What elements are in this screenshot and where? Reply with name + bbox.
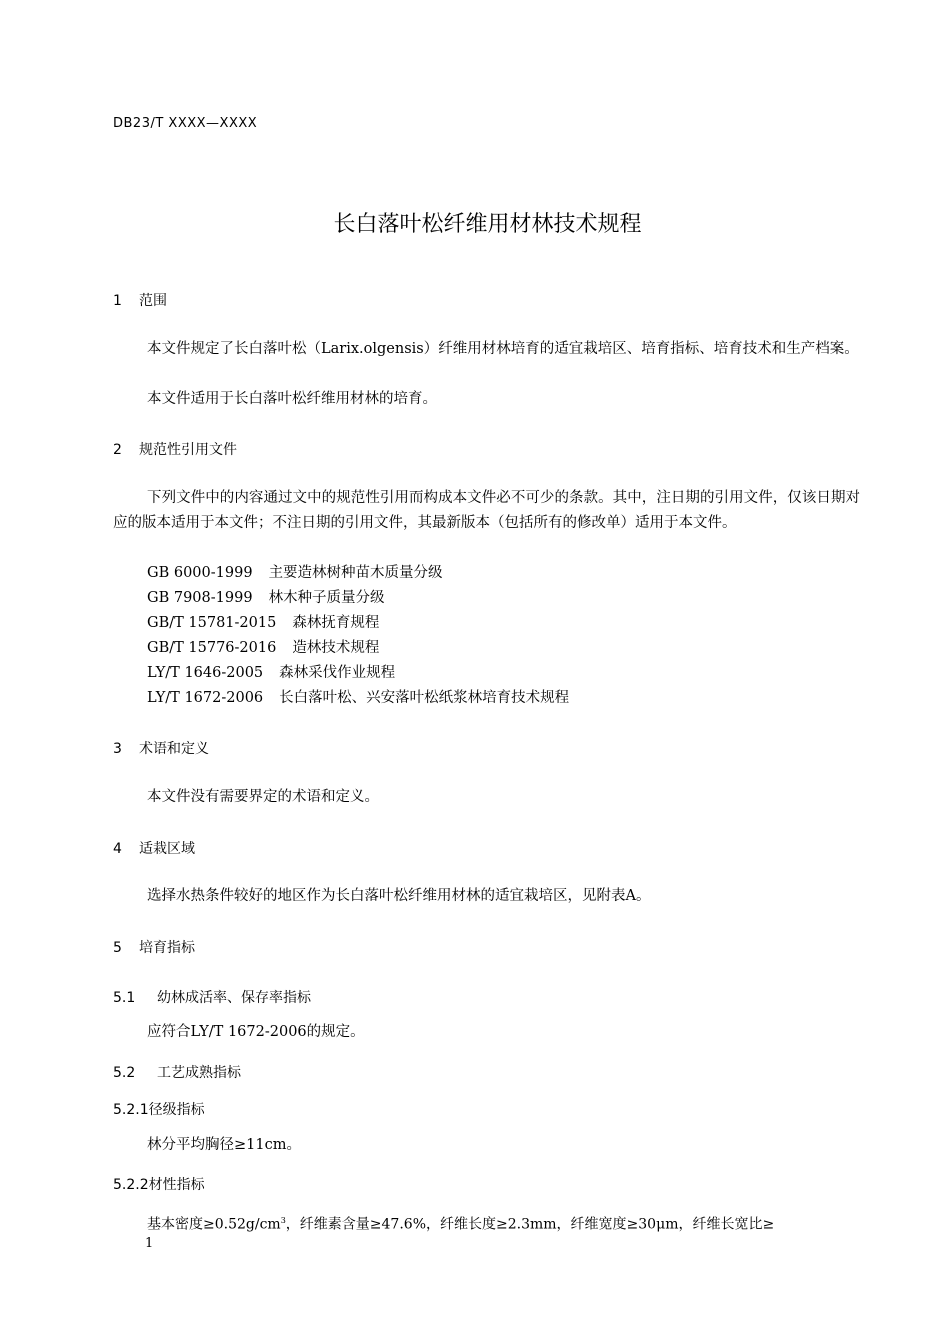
section-heading-2 bbox=[113, 439, 237, 459]
reference-name: 森林采伐作业规程 bbox=[279, 665, 396, 681]
paragraph-text: 本文件规定了长白落叶松（Larix.olgensis）纤维用材林培育的适宜栽培区、培育指标、培育技术和生产档案。 bbox=[147, 341, 859, 357]
paragraph-text: 选择水热条件较好的地区作为长白落叶松纤维用材林的适宜栽培区，见附表A。 bbox=[147, 888, 651, 904]
paragraph-text: 应符合LY/T 1672-2006的规定。 bbox=[147, 1024, 365, 1040]
reference-code: LY/T 1646-2005 bbox=[147, 665, 264, 681]
section-number: 3 bbox=[113, 741, 122, 757]
section-title: 径级指标 bbox=[148, 1102, 205, 1118]
section-number: 4 bbox=[113, 841, 122, 857]
paragraph bbox=[113, 387, 860, 412]
paragraph bbox=[113, 486, 860, 536]
reference-code: GB 6000-1999 bbox=[147, 565, 253, 581]
paragraph-text: 下列文件中的内容通过文中的规范性引用而构成本文件必不可少的条款。其中，注日期的引用文件，仅该日期对应的版本适用于本文件；不注日期的引用文件，其最新版本（包括所有的修改单）适用于本文件。 bbox=[113, 490, 860, 531]
section-title: 材性指标 bbox=[148, 1177, 205, 1193]
subsection-heading-5-2 bbox=[113, 1062, 241, 1082]
section-heading-3 bbox=[113, 738, 209, 758]
subsection-heading-5-2-2 bbox=[113, 1174, 205, 1194]
paragraph bbox=[113, 1208, 860, 1238]
paragraph bbox=[113, 337, 860, 362]
section-number: 5.1 bbox=[113, 990, 136, 1006]
paragraph-text: 本文件适用于长白落叶松纤维用材林的培育。 bbox=[147, 391, 437, 407]
reference-item bbox=[147, 611, 379, 632]
reference-name: 森林抚育规程 bbox=[292, 615, 380, 631]
section-number: 5.2 bbox=[113, 1065, 136, 1081]
section-number: 5.2.1 bbox=[113, 1102, 149, 1118]
section-number: 5.2.2 bbox=[113, 1177, 149, 1193]
paragraph-text: 林分平均胸径≥11cm。 bbox=[147, 1137, 301, 1153]
reference-name: 主要造林树种苗木质量分级 bbox=[268, 565, 443, 581]
reference-item bbox=[147, 661, 395, 682]
document-title: 长白落叶松纤维用材林技术规程 bbox=[333, 212, 642, 237]
paragraph bbox=[113, 785, 860, 810]
reference-code: GB/T 15781-2015 bbox=[147, 615, 277, 631]
reference-code: GB/T 15776-2016 bbox=[147, 640, 277, 656]
reference-item bbox=[147, 686, 569, 707]
subsection-heading-5-1 bbox=[113, 987, 311, 1007]
section-number: 1 bbox=[113, 293, 122, 309]
paragraph bbox=[113, 1020, 860, 1045]
section-title: 培育指标 bbox=[139, 940, 195, 956]
reference-item bbox=[147, 586, 385, 607]
section-number: 5 bbox=[113, 940, 122, 956]
section-heading-5 bbox=[113, 937, 195, 957]
reference-item bbox=[147, 636, 379, 657]
section-title: 幼林成活率、保存率指标 bbox=[157, 990, 311, 1006]
reference-code: GB 7908-1999 bbox=[147, 590, 253, 606]
paragraph-text: 基本密度≥0.52g/cm bbox=[147, 1216, 281, 1233]
subsection-heading-5-2-1 bbox=[113, 1099, 205, 1119]
section-heading-1 bbox=[113, 290, 167, 310]
paragraph-text: ，纤维素含量≥47.6%，纤维长度≥2.3mm，纤维宽度≥30μm，纤维长宽比≥ bbox=[285, 1216, 775, 1233]
section-number: 2 bbox=[113, 442, 122, 458]
paragraph bbox=[113, 1133, 860, 1158]
section-title: 规范性引用文件 bbox=[139, 442, 237, 458]
page-number: 1 bbox=[145, 1236, 154, 1251]
reference-item bbox=[147, 561, 443, 582]
reference-name: 长白落叶松、兴安落叶松纸浆林培育技术规程 bbox=[279, 690, 570, 706]
superscript: 3 bbox=[280, 1216, 286, 1225]
paragraph bbox=[113, 884, 860, 909]
section-title: 适栽区域 bbox=[139, 841, 195, 857]
reference-code: LY/T 1672-2006 bbox=[147, 690, 264, 706]
reference-name: 造林技术规程 bbox=[292, 640, 380, 656]
document-code: DB23/T XXXX—XXXX bbox=[113, 116, 258, 131]
section-heading-4 bbox=[113, 838, 195, 858]
reference-name: 林木种子质量分级 bbox=[268, 590, 385, 606]
section-title: 工艺成熟指标 bbox=[157, 1065, 241, 1081]
section-title: 术语和定义 bbox=[139, 741, 209, 757]
section-title: 范围 bbox=[139, 293, 167, 309]
paragraph-text: 本文件没有需要界定的术语和定义。 bbox=[147, 789, 379, 805]
